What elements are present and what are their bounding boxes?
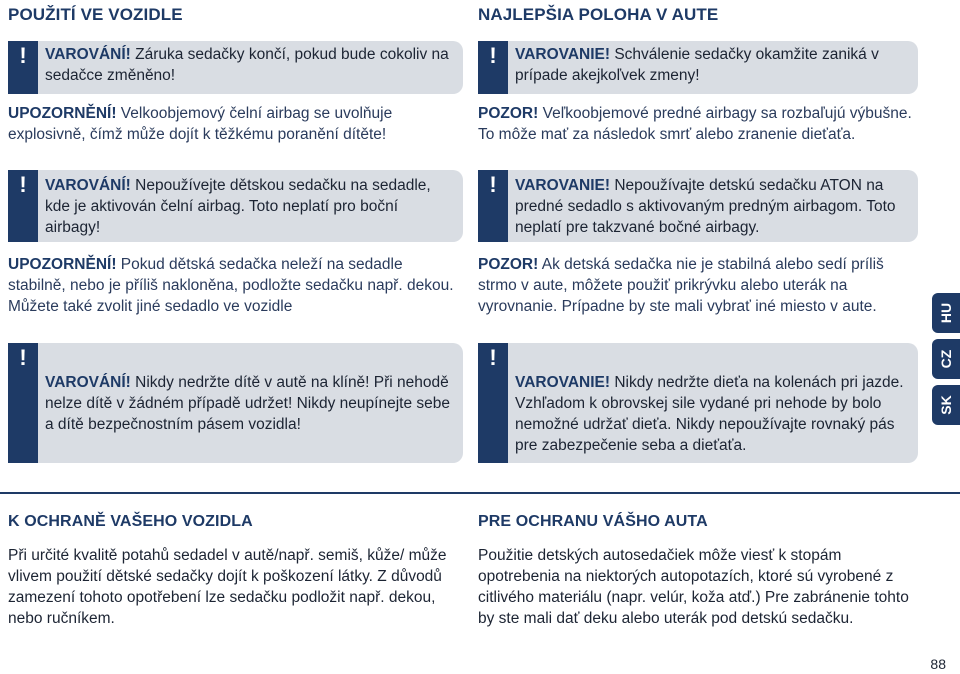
warning-icon: !	[478, 41, 508, 94]
page-number: 88	[930, 656, 946, 672]
lang-tab-cz: CZ	[932, 339, 960, 379]
right-note-1: POZOR! Veľkoobjemové predné airbagy sa rozbaľujú výbušne. To môže mať za následok smrť alebo zranenie dieťaťa.	[478, 105, 912, 143]
left-heading: POUŽITÍ VE VOZIDLE	[8, 5, 183, 24]
right-section2-text: Použitie detských autosedačiek môže viesť k stopám opotrebenia na niektorých autopotazích, ktoré sú vyrobené z citlivého materiálu (napr. velúr, koža atď.) Pre zabránenie tohto by ste mali dať deku alebo uterák pod detskú sedačku.	[478, 547, 909, 627]
warning-label: VAROVÁNÍ!	[45, 177, 131, 194]
warning-label: VAROVANIE!	[515, 177, 611, 194]
warning-text: Schválenie sedačky okamžite zaniká v prípade akejkoľvek zmeny!	[515, 46, 879, 84]
warning-text: Nepoužívejte dětskou sedačku na sedadle, kde je aktivován čelní airbag. Toto neplatí pro boční airbagy!	[45, 177, 431, 236]
warning-text: Nikdy nedržte dieťa na kolenách pri jazde. Vzhľadom k obrovskej sile vydané pri nehode by bolo nemožné udržať dieťa. Nikdy nepoužívajte rovnaký pás pre zabezpečenie seba a dieťaťa.	[515, 374, 904, 454]
right-section2-heading: PRE OCHRANU VÁŠHO AUTA	[478, 513, 708, 530]
warning-text: Nepoužívajte detskú sedačku ATON na predné sedadlo s aktivovaným predným airbagom. Toto neplatí pre takzvané bočné airbagy.	[515, 177, 896, 236]
warning-icon: !	[478, 170, 508, 242]
warning-text: Záruka sedačky končí, pokud bude cokoliv na sedačce změněno!	[45, 46, 449, 84]
right-warning-box-2	[478, 170, 918, 242]
right-warning-box-1	[478, 41, 918, 94]
warning-text: Nikdy nedržte dítě v autě na klíně! Při nehodě nelze dítě v žádném případě udržet! Nikdy neupínejte sebe a dítě bezpečnostním pásem vozidla!	[45, 374, 450, 433]
warning-label: VAROVÁNÍ!	[45, 46, 131, 63]
section-divider	[0, 492, 960, 494]
left-warning-box-1	[8, 41, 463, 94]
warning-label: VAROVANIE!	[515, 374, 611, 391]
left-warning-box-2	[8, 170, 463, 242]
left-note-1: UPOZORNĚNÍ! Velkoobjemový čelní airbag se uvolňuje explosivně, čímž může dojít k těžkému poranění dítěte!	[8, 105, 393, 143]
left-section2-text: Při určité kvalitě potahů sedadel v autě/např. semiš, kůže/ může vlivem použití dětské sedačky dojít k poškození látky. Z důvodů zamezení tohoto opotřebení lze sedačku podložit např. dekou, nebo ručníkem.	[8, 547, 447, 627]
warning-icon: !	[8, 170, 38, 242]
warning-icon: !	[8, 41, 38, 94]
lang-tab-hu: HU	[932, 293, 960, 333]
left-warning-box-3	[8, 343, 463, 463]
warning-icon: !	[478, 343, 508, 463]
left-section2-heading: K OCHRANĚ VAŠEHO VOZIDLA	[8, 513, 253, 530]
right-note-2: POZOR! Ak detská sedačka nie je stabilná alebo sedí príliš strmo v aute, môžete použiť prikrývku alebo uterák na vyrovnanie. Prípadne by ste mali vybrať iné miesto v aute.	[478, 256, 884, 315]
left-note-2: UPOZORNĚNÍ! Pokud dětská sedačka neleží na sedadle stabilně, nebo je příliš nakloněna, podložte sedačku např. dekou. Můžete také zvolit jiné sedadlo ve vozidle	[8, 256, 454, 315]
warning-icon: !	[8, 343, 38, 463]
right-warning-box-3	[478, 343, 918, 463]
lang-tab-sk: SK	[932, 385, 960, 425]
right-heading: NAJLEPŠIA POLOHA V AUTE	[478, 5, 719, 24]
warning-label: VAROVÁNÍ!	[45, 374, 131, 391]
warning-label: VAROVANIE!	[515, 46, 611, 63]
